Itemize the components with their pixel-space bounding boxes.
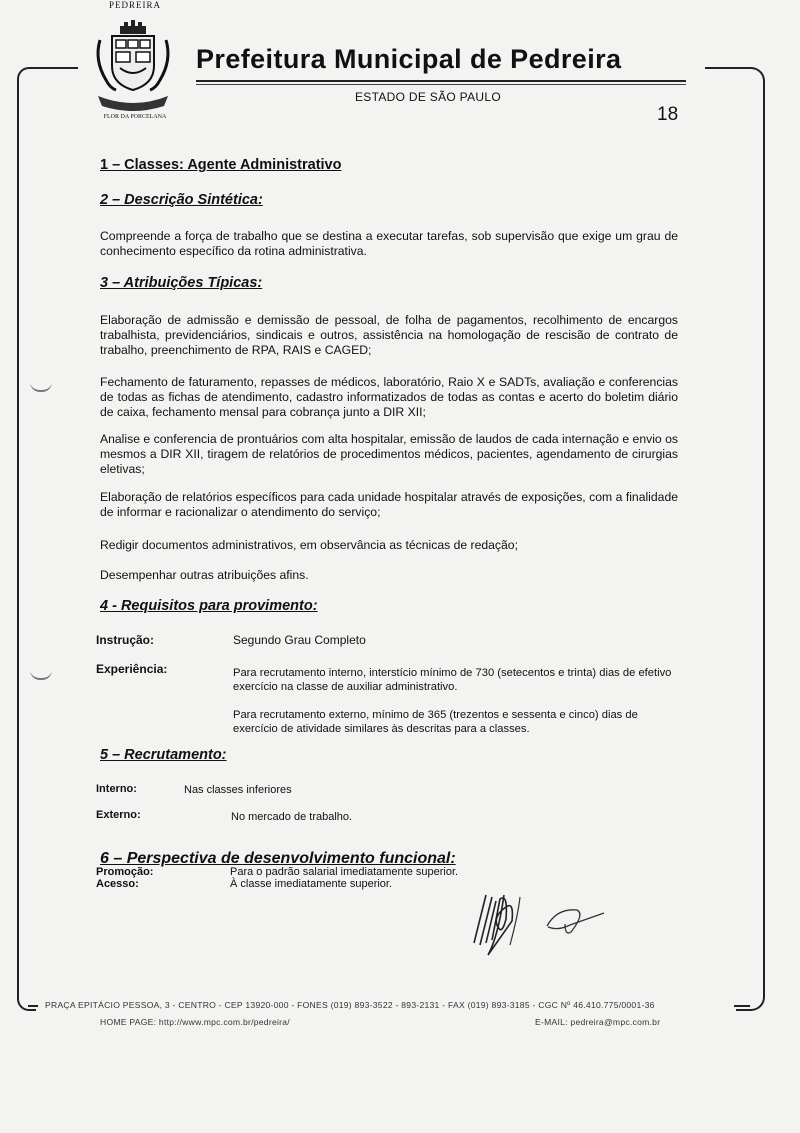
crest-motto: FLOR DA PORCELANA xyxy=(103,114,167,120)
coat-of-arms-icon xyxy=(92,4,174,126)
footer-rule xyxy=(28,1005,38,1007)
punch-hole-mark xyxy=(30,382,52,392)
handwritten-signatures xyxy=(460,885,620,965)
promocao-value: Para o padrão salarial imediatamente superior. xyxy=(230,866,459,878)
attribution-item: Desempenhar outras atribuições afins. xyxy=(100,568,309,582)
letterhead-state: ESTADO DE SÃO PAULO xyxy=(355,90,501,104)
section-4-heading: 4 - Requisitos para provimento: xyxy=(100,598,318,614)
attribution-item: Analise e conferencia de prontuários com alta hospitalar, emissão de laudos de cada internação e envio os mesmos a DIR XII, tiragem de relatórios de procedimentos médicos, pacientes, agendamento de cirurgias eletivas; xyxy=(100,432,678,476)
acesso-label: Acesso: xyxy=(96,878,139,890)
section-3-heading: 3 – Atribuições Típicas: xyxy=(100,275,263,291)
promocao-label: Promoção: xyxy=(96,866,154,878)
section-2-heading: 2 – Descrição Sintética: xyxy=(100,192,263,208)
footer-rule xyxy=(734,1005,750,1007)
attribution-item: Elaboração de admissão e demissão de pessoal, de folha de pagamentos, recolhimento de encargos trabalhista, previdenciários, sindicais e outros, assistência na homologação de rescisão de contrato de trabalho, preenchimento de RPA, RAIS e CAGED; xyxy=(100,313,678,357)
section-1-heading: 1 – Classes: Agente Administrativo xyxy=(100,157,342,173)
experiencia-interno: Para recrutamento interno, interstício mínimo de 730 (setecentos e trinta) dias de efetivo exercício na classe de auxiliar administrativo. xyxy=(233,667,672,693)
footer-homepage: HOME PAGE: http://www.mpc.com.br/pedreira/ xyxy=(100,1017,290,1027)
header-rule xyxy=(196,80,686,82)
attribution-item: Redigir documentos administrativos, em observância as técnicas de redação; xyxy=(100,538,518,552)
interno-value: Nas classes inferiores xyxy=(184,784,292,796)
section-2-text: Compreende a força de trabalho que se destina a executar tarefas, sob supervisão que exige um grau de conhecimento específico da rotina administrativa. xyxy=(100,229,678,258)
section-5-heading: 5 – Recrutamento: xyxy=(100,747,227,763)
punch-hole-mark xyxy=(30,670,52,680)
footer-address: PRAÇA EPITÁCIO PESSOA, 3 - CENTRO - CEP 13920-000 - FONES (019) 893-3522 - 893-2131 - FAX (019) 893-3185 - CGC Nº 46.410.775/0001-36 xyxy=(45,1000,655,1010)
header-rule xyxy=(196,84,686,85)
attribution-item: Fechamento de faturamento, repasses de médicos, laboratório, Raio X e SADTs, avaliação e conferencias de todas as fichas de atendimento, cadastro informatizados de todas as contas e acerto do boletim diário de caixa, fechamento mensal para cobrança junto a DIR XII; xyxy=(100,375,678,419)
page-frame-left xyxy=(17,67,79,1011)
instrucao-label: Instrução: xyxy=(96,633,155,647)
externo-label: Externo: xyxy=(96,809,141,821)
letterhead-title: Prefeitura Municipal de Pedreira xyxy=(196,44,622,74)
instrucao-value: Segundo Grau Completo xyxy=(233,633,366,647)
page-frame-right xyxy=(705,67,765,1011)
attribution-item: Elaboração de relatórios específicos para cada unidade hospitalar através de exposições, com a finalidade de informar e racionalizar o atendimento do serviço; xyxy=(100,490,678,519)
section-6-heading: 6 – Perspectiva de desenvolvimento funcional: xyxy=(100,850,456,867)
interno-label: Interno: xyxy=(96,783,137,795)
experiencia-label: Experiência: xyxy=(96,662,168,676)
acesso-value: À classe imediatamente superior. xyxy=(230,878,393,890)
page-number: 18 xyxy=(657,104,679,125)
crest-title: PEDREIRA xyxy=(108,0,161,10)
experiencia-externo: Para recrutamento externo, mínimo de 365 (trezentos e sessenta e cinco) dias de exercício de atividade similares às descritas para a classes. xyxy=(233,709,638,735)
externo-value: No mercado de trabalho. xyxy=(231,811,353,823)
footer-email: E-MAIL: pedreira@mpc.com.br xyxy=(535,1017,661,1027)
